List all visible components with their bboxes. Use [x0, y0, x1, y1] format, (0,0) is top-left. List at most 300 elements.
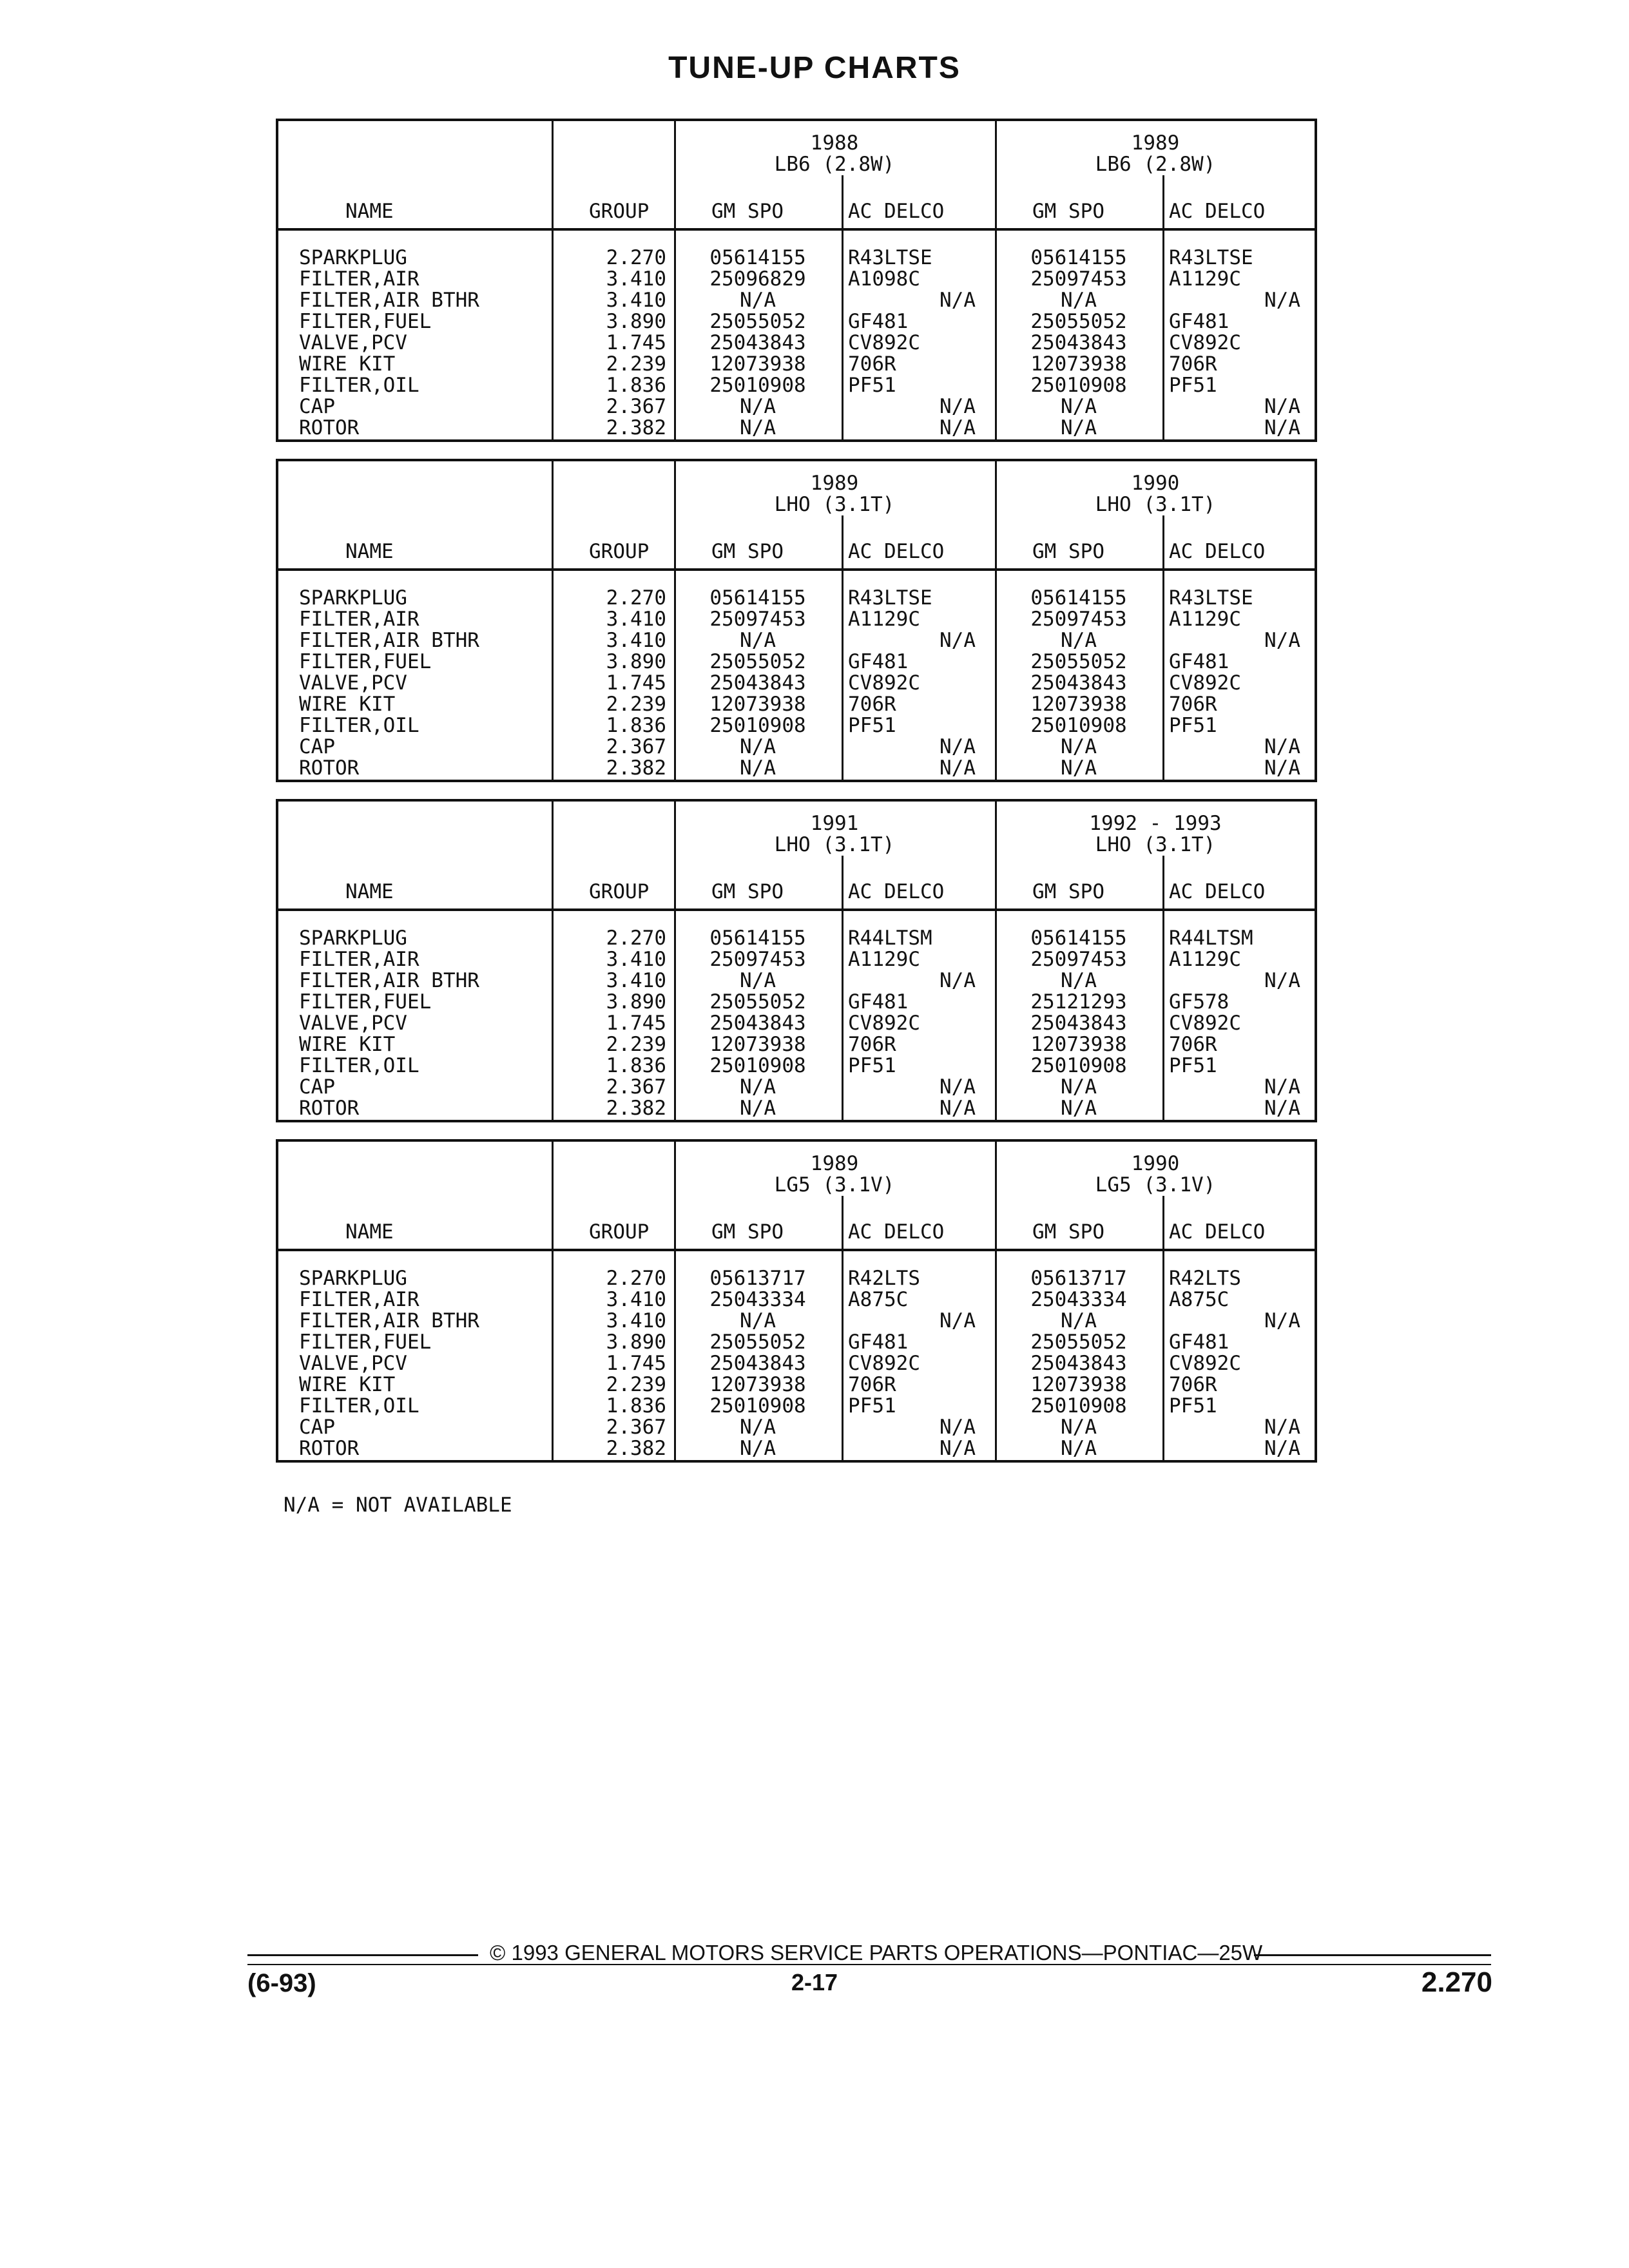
ac-delco-column	[1169, 928, 1315, 1119]
table-header	[278, 1142, 1315, 1251]
name-column	[299, 1268, 544, 1459]
name-column-cell: FILTER,FUEL	[299, 1331, 432, 1354]
ac-delco-column-cell: N/A	[1264, 395, 1300, 418]
year-label: 1989	[1131, 131, 1180, 155]
gm-spo-column-cell: 25043334	[709, 1288, 806, 1311]
divider	[1162, 571, 1164, 780]
ac-delco-column-cell: N/A	[940, 1309, 976, 1332]
ac-delco-column	[848, 588, 990, 779]
divider	[842, 1196, 843, 1249]
year-label: 1990	[1131, 1152, 1180, 1175]
ac-delco-column	[1169, 1268, 1315, 1459]
ac-delco-column-cell: GF481	[1169, 650, 1229, 673]
divider	[1162, 1251, 1164, 1460]
divider	[674, 911, 676, 1120]
column-header-group: GROUP	[589, 540, 650, 563]
gm-spo-column-cell: N/A	[1061, 1075, 1097, 1099]
divider	[995, 911, 997, 1120]
name-column-cell: ROTOR	[299, 1437, 360, 1460]
divider	[842, 856, 843, 908]
gm-spo-column-cell: N/A	[740, 629, 776, 652]
name-column-cell: WIRE KIT	[299, 1373, 396, 1396]
column-header-name: NAME	[345, 540, 394, 563]
name-column	[299, 928, 544, 1119]
ac-delco-column-cell: N/A	[940, 756, 976, 780]
ac-delco-column-cell: N/A	[1264, 1075, 1300, 1099]
ac-delco-column-cell: N/A	[1264, 289, 1300, 312]
gm-spo-column	[1000, 247, 1157, 439]
name-column-cell: VALVE,PCV	[299, 1012, 407, 1035]
group-column-cell: 2.239	[606, 352, 666, 376]
revision-date: (6-93)	[247, 1969, 316, 1997]
gm-spo-column-cell: 25043843	[1030, 1012, 1127, 1035]
year-label: 1990	[1131, 472, 1180, 495]
divider	[674, 1251, 676, 1460]
divider	[1162, 231, 1164, 439]
divider	[1162, 856, 1164, 908]
divider	[1162, 515, 1164, 568]
column-header-name: NAME	[345, 200, 394, 223]
divider	[552, 231, 554, 439]
gm-spo-column-cell: 25010908	[709, 1054, 806, 1077]
column-header-ac-delco: AC DELCO	[1169, 540, 1266, 563]
page-title: TUNE-UP CHARTS	[668, 51, 961, 85]
gm-spo-column-cell: 25097453	[1030, 948, 1127, 971]
name-column-cell: FILTER,OIL	[299, 374, 419, 397]
column-header-gm-spo: GM SPO	[1032, 880, 1104, 903]
divider	[552, 1142, 554, 1249]
divider	[552, 571, 554, 780]
tune-up-table	[276, 459, 1317, 782]
gm-spo-column-cell: 25097453	[1030, 267, 1127, 291]
name-column	[299, 247, 544, 439]
footnote: N/A = NOT AVAILABLE	[284, 1494, 512, 1517]
ac-delco-column-cell: N/A	[1264, 1097, 1300, 1120]
ac-delco-column-cell: A1129C	[848, 948, 920, 971]
group-column-cell: 2.367	[606, 395, 666, 418]
divider	[552, 461, 554, 568]
name-column-cell: WIRE KIT	[299, 1033, 396, 1056]
group-column-cell: 3.410	[606, 948, 666, 971]
group-column-cell: 1.836	[606, 1054, 666, 1077]
column-header-ac-delco: AC DELCO	[848, 880, 945, 903]
column-header-ac-delco: AC DELCO	[848, 200, 945, 223]
footer-rule	[247, 1964, 1491, 1965]
gm-spo-column-cell: N/A	[1061, 969, 1097, 992]
divider	[842, 175, 843, 228]
ac-delco-column-cell: CV892C	[848, 1352, 920, 1375]
ac-delco-column-cell: N/A	[940, 735, 976, 758]
group-column-cell: 3.890	[606, 650, 666, 673]
footer-rule-left	[247, 1954, 478, 1956]
ac-delco-column-cell: R43LTSE	[848, 246, 932, 269]
gm-spo-column-cell: N/A	[1061, 1437, 1097, 1460]
ac-delco-column-cell: N/A	[1264, 1416, 1300, 1439]
gm-spo-column-cell: N/A	[740, 1075, 776, 1099]
tune-up-table	[276, 799, 1317, 1122]
ac-delco-column-cell: 706R	[848, 1373, 896, 1396]
gm-spo-column-cell: 25010908	[1030, 374, 1127, 397]
group-column-cell: 3.410	[606, 1288, 666, 1311]
group-column-cell: 1.836	[606, 714, 666, 737]
name-column-cell: VALVE,PCV	[299, 331, 407, 354]
name-column-cell: ROTOR	[299, 1097, 360, 1120]
group-column-cell: 3.410	[606, 608, 666, 631]
gm-spo-column-cell: 25043843	[1030, 331, 1127, 354]
name-column	[299, 588, 544, 779]
table-body	[278, 1251, 1315, 1460]
name-column-cell: CAP	[299, 395, 335, 418]
page-number: 2-17	[791, 1969, 838, 1995]
gm-spo-column-cell: N/A	[740, 756, 776, 780]
gm-spo-column-cell: N/A	[1061, 629, 1097, 652]
gm-spo-column-cell: 25010908	[709, 714, 806, 737]
divider	[1162, 911, 1164, 1120]
name-column-cell: FILTER,FUEL	[299, 990, 432, 1014]
name-column-cell: CAP	[299, 1075, 335, 1099]
gm-spo-column-cell: 05614155	[709, 586, 806, 610]
ac-delco-column	[848, 1268, 990, 1459]
gm-spo-column-cell: 25055052	[709, 1331, 806, 1354]
engine-label: LHO (3.1T)	[774, 493, 895, 516]
name-column-cell: FILTER,FUEL	[299, 650, 432, 673]
ac-delco-column-cell: 706R	[1169, 693, 1217, 716]
group-column-cell: 3.410	[606, 289, 666, 312]
ac-delco-column-cell: N/A	[940, 1437, 976, 1460]
engine-label: LHO (3.1T)	[774, 833, 895, 856]
ac-delco-column-cell: R44LTSM	[1169, 927, 1253, 950]
group-column-cell: 2.270	[606, 246, 666, 269]
table-header	[278, 121, 1315, 231]
ac-delco-column-cell: N/A	[940, 969, 976, 992]
gm-spo-column-cell: 05614155	[1030, 927, 1127, 950]
name-column-cell: SPARKPLUG	[299, 246, 407, 269]
ac-delco-column-cell: N/A	[1264, 1437, 1300, 1460]
gm-spo-column-cell: N/A	[740, 969, 776, 992]
group-column-cell: 3.410	[606, 969, 666, 992]
divider	[842, 231, 843, 439]
gm-spo-column-cell: 25121293	[1030, 990, 1127, 1014]
gm-spo-column-cell: 25055052	[709, 650, 806, 673]
ac-delco-column-cell: PF51	[1169, 714, 1217, 737]
ac-delco-column-cell: R43LTSE	[1169, 586, 1253, 610]
name-column-cell: FILTER,OIL	[299, 1394, 419, 1418]
divider	[995, 1251, 997, 1460]
gm-spo-column	[679, 1268, 836, 1459]
gm-spo-column-cell: N/A	[1061, 756, 1097, 780]
tune-up-table	[276, 1139, 1317, 1463]
gm-spo-column-cell: 25097453	[709, 608, 806, 631]
table-body	[278, 571, 1315, 780]
gm-spo-column-cell: 25055052	[1030, 650, 1127, 673]
gm-spo-column-cell: 25043334	[1030, 1288, 1127, 1311]
name-column-cell: SPARKPLUG	[299, 1267, 407, 1290]
group-column-cell: 1.745	[606, 1352, 666, 1375]
column-header-gm-spo: GM SPO	[711, 880, 784, 903]
ac-delco-column-cell: A1098C	[848, 267, 920, 291]
name-column-cell: VALVE,PCV	[299, 1352, 407, 1375]
ac-delco-column-cell: N/A	[1264, 416, 1300, 439]
group-column-cell: 2.382	[606, 756, 666, 780]
group-column	[557, 1268, 666, 1459]
ac-delco-column-cell: 706R	[1169, 1033, 1217, 1056]
ac-delco-column-cell: 706R	[848, 1033, 896, 1056]
engine-label: LHO (3.1T)	[1095, 493, 1216, 516]
group-column-cell: 1.745	[606, 331, 666, 354]
ac-delco-column-cell: GF481	[1169, 1331, 1229, 1354]
name-column-cell: FILTER,AIR	[299, 1288, 419, 1311]
ac-delco-column-cell: CV892C	[1169, 671, 1241, 695]
name-column-cell: FILTER,AIR BTHR	[299, 1309, 479, 1332]
group-column-cell: 2.270	[606, 1267, 666, 1290]
divider	[674, 231, 676, 439]
name-column-cell: FILTER,AIR BTHR	[299, 629, 479, 652]
footer-rule-right	[1254, 1954, 1491, 1956]
name-column-cell: SPARKPLUG	[299, 927, 407, 950]
ac-delco-column	[848, 247, 990, 439]
gm-spo-column-cell: N/A	[1061, 416, 1097, 439]
name-column-cell: WIRE KIT	[299, 352, 396, 376]
table-body	[278, 911, 1315, 1120]
ac-delco-column-cell: 706R	[848, 693, 896, 716]
ac-delco-column-cell: A1129C	[1169, 267, 1241, 291]
column-header-gm-spo: GM SPO	[711, 1220, 784, 1244]
group-column-cell: 1.836	[606, 374, 666, 397]
group-column	[557, 588, 666, 779]
ac-delco-column-cell: N/A	[940, 416, 976, 439]
name-column-cell: CAP	[299, 735, 335, 758]
gm-spo-column	[1000, 928, 1157, 1119]
ac-delco-column-cell: PF51	[848, 1054, 896, 1077]
ac-delco-column-cell: CV892C	[1169, 331, 1241, 354]
gm-spo-column-cell: N/A	[740, 1097, 776, 1120]
gm-spo-column-cell: N/A	[1061, 1309, 1097, 1332]
ac-delco-column	[1169, 247, 1315, 439]
gm-spo-column-cell: 05614155	[1030, 246, 1127, 269]
ac-delco-column-cell: N/A	[940, 1097, 976, 1120]
gm-spo-column-cell: 25097453	[1030, 608, 1127, 631]
gm-spo-column-cell: 12073938	[709, 1033, 806, 1056]
divider	[552, 121, 554, 228]
group-column-cell: 2.239	[606, 1033, 666, 1056]
gm-spo-column-cell: N/A	[1061, 1097, 1097, 1120]
group-column-cell: 3.890	[606, 1331, 666, 1354]
tune-up-table	[276, 119, 1317, 442]
ac-delco-column-cell: GF481	[848, 990, 909, 1014]
group-column-cell: 2.382	[606, 1097, 666, 1120]
ac-delco-column-cell: PF51	[848, 714, 896, 737]
name-column-cell: ROTOR	[299, 416, 360, 439]
divider	[842, 515, 843, 568]
engine-label: LHO (3.1T)	[1095, 833, 1216, 856]
ac-delco-column-cell: CV892C	[848, 1012, 920, 1035]
ac-delco-column-cell: N/A	[1264, 629, 1300, 652]
gm-spo-column-cell: N/A	[740, 416, 776, 439]
ac-delco-column-cell: N/A	[940, 629, 976, 652]
gm-spo-column-cell: 25097453	[709, 948, 806, 971]
ac-delco-column-cell: CV892C	[848, 331, 920, 354]
name-column-cell: FILTER,AIR	[299, 267, 419, 291]
ac-delco-column-cell: N/A	[1264, 756, 1300, 780]
ac-delco-column-cell: CV892C	[848, 671, 920, 695]
group-column-cell: 2.382	[606, 416, 666, 439]
group-column-cell: 1.745	[606, 671, 666, 695]
ac-delco-column-cell: A875C	[1169, 1288, 1229, 1311]
section-number: 2.270	[1421, 1966, 1492, 1998]
name-column-cell: FILTER,OIL	[299, 1054, 419, 1077]
gm-spo-column-cell: 25010908	[709, 1394, 806, 1418]
column-header-group: GROUP	[589, 880, 650, 903]
ac-delco-column-cell: N/A	[940, 395, 976, 418]
ac-delco-column-cell: N/A	[940, 1075, 976, 1099]
year-label: 1991	[810, 812, 859, 835]
column-header-ac-delco: AC DELCO	[1169, 1220, 1266, 1244]
name-column-cell: FILTER,AIR	[299, 608, 419, 631]
gm-spo-column-cell: 25055052	[709, 310, 806, 333]
name-column-cell: FILTER,FUEL	[299, 310, 432, 333]
gm-spo-column-cell: 05613717	[1030, 1267, 1127, 1290]
column-header-gm-spo: GM SPO	[1032, 1220, 1104, 1244]
gm-spo-column-cell: N/A	[1061, 289, 1097, 312]
divider	[674, 571, 676, 780]
gm-spo-column-cell: 25010908	[709, 374, 806, 397]
gm-spo-column-cell: 12073938	[709, 352, 806, 376]
table-body	[278, 231, 1315, 439]
year-label: 1988	[810, 131, 859, 155]
divider	[842, 911, 843, 1120]
year-label: 1989	[810, 1152, 859, 1175]
gm-spo-column-cell: 25010908	[1030, 1394, 1127, 1418]
gm-spo-column-cell: 05614155	[709, 246, 806, 269]
name-column-cell: SPARKPLUG	[299, 586, 407, 610]
group-column-cell: 3.890	[606, 990, 666, 1014]
name-column-cell: CAP	[299, 1416, 335, 1439]
ac-delco-column-cell: A1129C	[848, 608, 920, 631]
group-column-cell: 2.367	[606, 1075, 666, 1099]
gm-spo-column-cell: 12073938	[709, 1373, 806, 1396]
gm-spo-column	[679, 588, 836, 779]
ac-delco-column-cell: R43LTSE	[1169, 246, 1253, 269]
name-column-cell: VALVE,PCV	[299, 671, 407, 695]
gm-spo-column-cell: N/A	[740, 395, 776, 418]
divider	[1162, 1196, 1164, 1249]
group-column-cell: 2.239	[606, 693, 666, 716]
ac-delco-column-cell: 706R	[1169, 352, 1217, 376]
engine-label: LG5 (3.1V)	[1095, 1173, 1216, 1196]
column-header-gm-spo: GM SPO	[1032, 540, 1104, 563]
column-header-group: GROUP	[589, 200, 650, 223]
table-header	[278, 802, 1315, 911]
ac-delco-column-cell: A875C	[848, 1288, 909, 1311]
engine-label: LG5 (3.1V)	[774, 1173, 895, 1196]
table-header	[278, 461, 1315, 571]
gm-spo-column	[679, 247, 836, 439]
gm-spo-column-cell: N/A	[740, 1437, 776, 1460]
gm-spo-column-cell: 25043843	[709, 1352, 806, 1375]
gm-spo-column-cell: N/A	[1061, 395, 1097, 418]
group-column-cell: 3.890	[606, 310, 666, 333]
ac-delco-column-cell: N/A	[1264, 735, 1300, 758]
group-column-cell: 3.410	[606, 629, 666, 652]
divider	[552, 911, 554, 1120]
gm-spo-column-cell: 12073938	[1030, 1033, 1127, 1056]
ac-delco-column-cell: N/A	[1264, 1309, 1300, 1332]
divider	[995, 231, 997, 439]
group-column-cell: 1.836	[606, 1394, 666, 1418]
column-header-gm-spo: GM SPO	[711, 540, 784, 563]
ac-delco-column-cell: GF481	[848, 1331, 909, 1354]
gm-spo-column-cell: N/A	[740, 1309, 776, 1332]
column-header-ac-delco: AC DELCO	[1169, 200, 1266, 223]
name-column-cell: FILTER,AIR BTHR	[299, 969, 479, 992]
gm-spo-column-cell: 12073938	[1030, 1373, 1127, 1396]
gm-spo-column-cell: 25043843	[709, 671, 806, 695]
name-column-cell: FILTER,AIR	[299, 948, 419, 971]
divider	[552, 802, 554, 908]
column-header-ac-delco: AC DELCO	[1169, 880, 1266, 903]
ac-delco-column-cell: GF481	[848, 650, 909, 673]
divider	[1162, 175, 1164, 228]
column-header-group: GROUP	[589, 1220, 650, 1244]
column-header-ac-delco: AC DELCO	[848, 1220, 945, 1244]
column-header-name: NAME	[345, 880, 394, 903]
ac-delco-column-cell: PF51	[848, 1394, 896, 1418]
group-column-cell: 2.367	[606, 735, 666, 758]
gm-spo-column-cell: 25055052	[709, 990, 806, 1014]
ac-delco-column-cell: R42LTS	[1169, 1267, 1241, 1290]
ac-delco-column-cell: GF481	[1169, 310, 1229, 333]
ac-delco-column-cell: GF481	[848, 310, 909, 333]
ac-delco-column	[848, 928, 990, 1119]
copyright: © 1993 GENERAL MOTORS SERVICE PARTS OPERATIONS—PONTIAC—25W	[490, 1941, 1263, 1965]
ac-delco-column-cell: R44LTSM	[848, 927, 932, 950]
gm-spo-column-cell: N/A	[740, 1416, 776, 1439]
gm-spo-column-cell: 12073938	[709, 693, 806, 716]
gm-spo-column-cell: N/A	[740, 735, 776, 758]
gm-spo-column-cell: 12073938	[1030, 352, 1127, 376]
year-label: 1992 - 1993	[1089, 812, 1222, 835]
gm-spo-column-cell: 05614155	[709, 927, 806, 950]
divider	[842, 1251, 843, 1460]
name-column-cell: ROTOR	[299, 756, 360, 780]
ac-delco-column-cell: PF51	[1169, 1394, 1217, 1418]
group-column-cell: 2.270	[606, 927, 666, 950]
group-column-cell: 1.745	[606, 1012, 666, 1035]
ac-delco-column	[1169, 588, 1315, 779]
gm-spo-column-cell: 25043843	[709, 1012, 806, 1035]
gm-spo-column-cell: 25055052	[1030, 310, 1127, 333]
name-column-cell: FILTER,OIL	[299, 714, 419, 737]
gm-spo-column-cell: N/A	[1061, 735, 1097, 758]
gm-spo-column-cell: 05613717	[709, 1267, 806, 1290]
ac-delco-column-cell: N/A	[940, 1416, 976, 1439]
gm-spo-column	[1000, 1268, 1157, 1459]
gm-spo-column	[679, 928, 836, 1119]
ac-delco-column-cell: R43LTSE	[848, 586, 932, 610]
gm-spo-column-cell: 25043843	[709, 331, 806, 354]
ac-delco-column-cell: PF51	[1169, 1054, 1217, 1077]
name-column-cell: WIRE KIT	[299, 693, 396, 716]
ac-delco-column-cell: N/A	[1264, 969, 1300, 992]
ac-delco-column-cell: PF51	[1169, 374, 1217, 397]
ac-delco-column-cell: A1129C	[1169, 608, 1241, 631]
gm-spo-column	[1000, 588, 1157, 779]
ac-delco-column-cell: 706R	[1169, 1373, 1217, 1396]
gm-spo-column-cell: N/A	[1061, 1416, 1097, 1439]
gm-spo-column-cell: N/A	[740, 289, 776, 312]
ac-delco-column-cell: N/A	[940, 289, 976, 312]
group-column	[557, 928, 666, 1119]
